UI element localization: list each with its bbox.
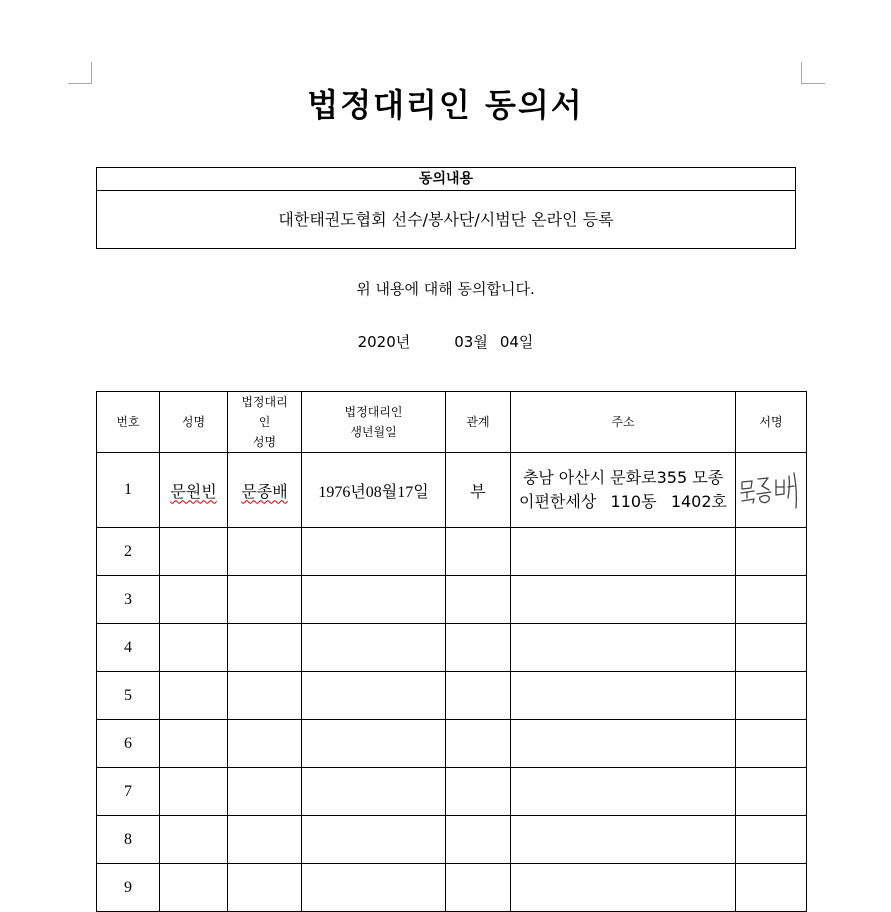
cell-no: 8	[97, 816, 160, 864]
header-guardian-name-line1: 법정대리	[241, 395, 288, 409]
document-title: 법정대리인 동의서	[307, 86, 584, 124]
header-address: 주소	[511, 392, 736, 453]
header-signature: 서명	[736, 392, 807, 453]
header-guardian-name-line3: 성명	[252, 435, 277, 449]
table-header-row	[97, 392, 807, 453]
header-relation: 관계	[446, 392, 511, 453]
cell-signature	[736, 453, 807, 528]
table-row	[97, 720, 807, 768]
guardian-table	[96, 391, 807, 912]
cell-no: 6	[97, 720, 160, 768]
cell-no: 7	[97, 768, 160, 816]
header-guardian-name	[228, 392, 302, 453]
cell-no: 1	[97, 453, 160, 528]
cell-guardian-text: 문종배	[241, 481, 288, 501]
consent-date	[0, 331, 891, 352]
table-row	[97, 816, 807, 864]
consent-header: 동의내용	[97, 168, 795, 191]
cell-no: 2	[97, 528, 160, 576]
header-no: 번호	[97, 392, 160, 453]
table-row	[97, 672, 807, 720]
cell-name-text: 문원빈	[170, 481, 217, 501]
table-row	[97, 624, 807, 672]
table-row	[97, 528, 807, 576]
header-guardian-birth-line2: 생년월일	[350, 425, 397, 439]
table-row	[97, 864, 807, 912]
table-row	[97, 576, 807, 624]
cell-guardian	[228, 453, 302, 528]
handwritten-signature	[738, 470, 804, 510]
header-guardian-name-line2: 인	[258, 415, 271, 429]
header-guardian-birth-line1: 법정대리인	[344, 405, 403, 419]
date-month: 03월	[454, 333, 488, 351]
cell-name	[160, 453, 228, 528]
cell-birth: 1976년08월17일	[302, 453, 446, 528]
consent-box	[96, 167, 796, 249]
cell-no: 9	[97, 864, 160, 912]
cell-no: 5	[97, 672, 160, 720]
date-day: 04일	[499, 333, 534, 351]
cell-relation: 부	[446, 453, 511, 528]
cell-no: 4	[97, 624, 160, 672]
cell-address: 충남 아산시 문화로355 모종이편한세상 110동 1402호	[511, 453, 736, 528]
table-row	[97, 453, 807, 528]
date-year: 2020년	[357, 333, 411, 351]
table-row	[97, 768, 807, 816]
header-name: 성명	[160, 392, 228, 453]
agree-statement: 위 내용에 대해 동의합니다.	[356, 280, 535, 298]
cell-no: 3	[97, 576, 160, 624]
header-guardian-birth	[302, 392, 446, 453]
consent-body: 대한태권도협회 선수/봉사단/시범단 온라인 등록	[278, 210, 614, 229]
